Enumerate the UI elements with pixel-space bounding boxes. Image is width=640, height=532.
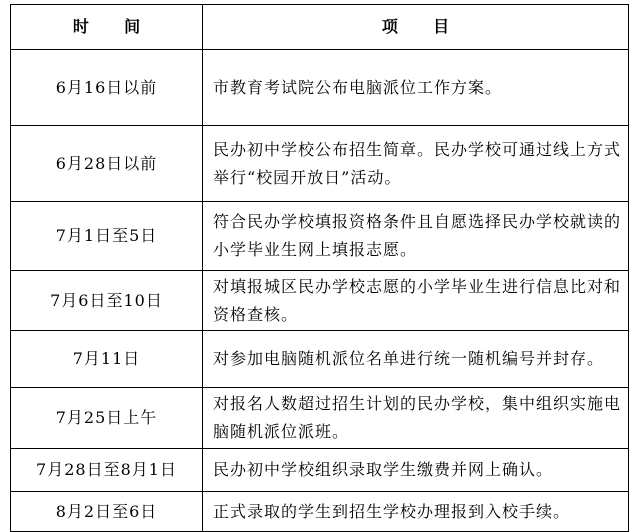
item-cell: 对参加电脑随机派位名单进行统一随机编号并封存。 xyxy=(203,331,629,388)
item-cell: 符合民办学校填报资格条件且自愿选择民办学校就读的小学毕业生网上填报志愿。 xyxy=(203,202,629,271)
time-cell: 6月28日以前 xyxy=(11,126,203,202)
table-row xyxy=(11,331,629,388)
document-page xyxy=(10,4,628,532)
time-cell: 7月25日上午 xyxy=(11,388,203,449)
table-row xyxy=(11,50,629,126)
table-row xyxy=(11,388,629,449)
header-item: 项 目 xyxy=(203,5,629,50)
time-cell: 7月6日至10日 xyxy=(11,271,203,331)
item-cell: 市教育考试院公布电脑派位工作方案。 xyxy=(203,50,629,126)
item-cell: 民办初中学校组织录取学生缴费并网上确认。 xyxy=(203,449,629,492)
table-row xyxy=(11,449,629,492)
time-cell: 7月11日 xyxy=(11,331,203,388)
item-cell: 对填报城区民办学校志愿的小学毕业生进行信息比对和资格查核。 xyxy=(203,271,629,331)
enrollment-schedule-table xyxy=(10,4,629,532)
time-cell: 7月1日至5日 xyxy=(11,202,203,271)
time-cell: 6月16日以前 xyxy=(11,50,203,126)
item-cell: 民办初中学校公布招生简章。民办学校可通过线上方式举行“校园开放日”活动。 xyxy=(203,126,629,202)
time-cell: 7月28日至8月1日 xyxy=(11,449,203,492)
table-row xyxy=(11,126,629,202)
item-cell: 对报名人数超过招生计划的民办学校，集中组织实施电脑随机派位派班。 xyxy=(203,388,629,449)
table-row xyxy=(11,271,629,331)
table-row xyxy=(11,202,629,271)
header-time: 时 间 xyxy=(11,5,203,50)
time-cell: 8月2日至6日 xyxy=(11,492,203,532)
item-cell: 正式录取的学生到招生学校办理报到入校手续。 xyxy=(203,492,629,532)
header-row xyxy=(11,5,629,50)
